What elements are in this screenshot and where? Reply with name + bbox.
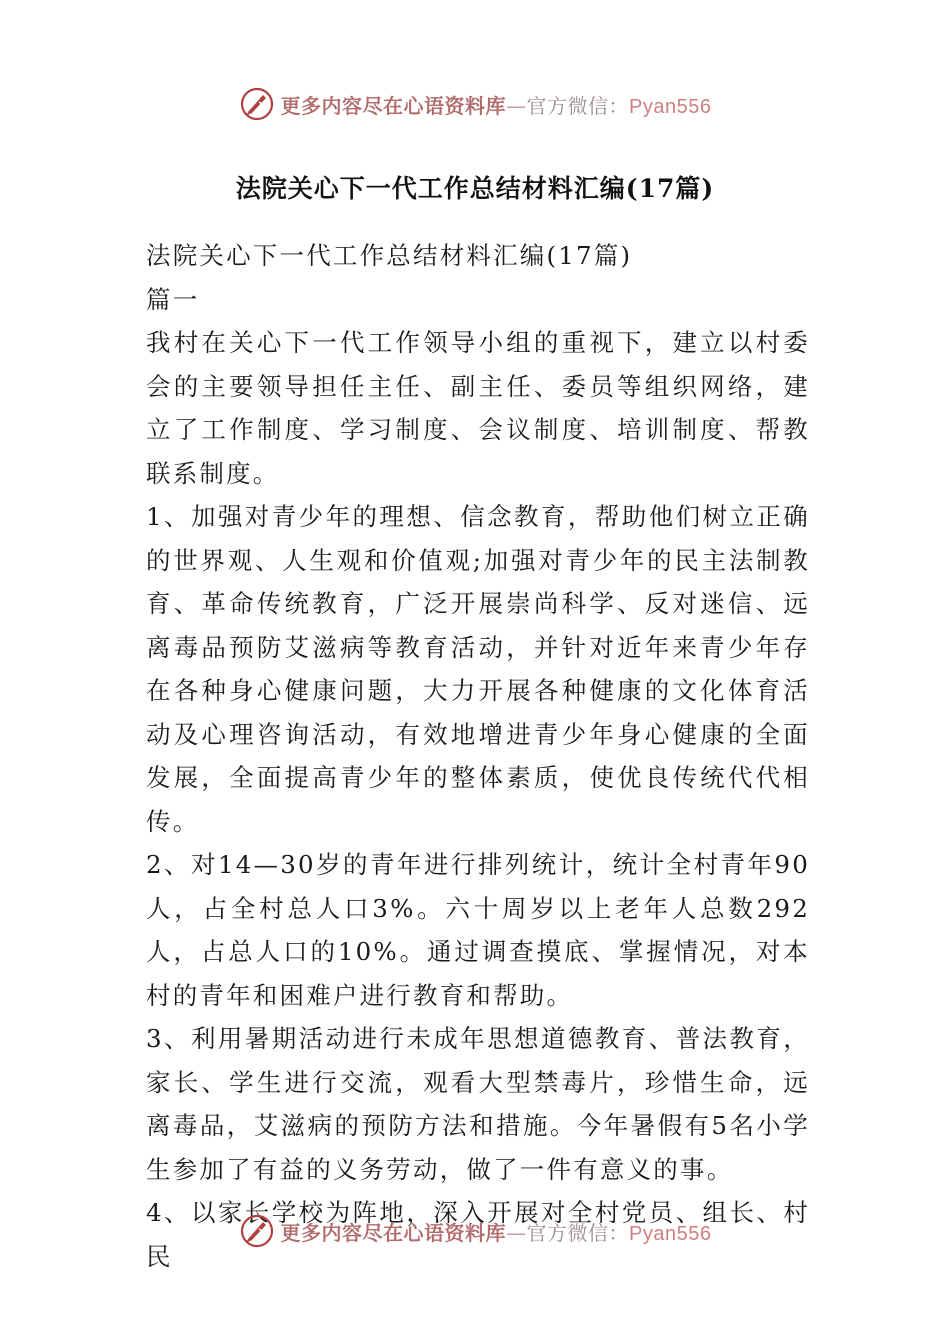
- watermark-wechat-id: Pyan556: [629, 1222, 712, 1245]
- paragraph-intro: 我村在关心下一代工作领导小组的重视下，建立以村委会的主要领导担任主任、副主任、委员等组织网络，建立了工作制度、学习制度、会议制度、培训制度、帮教联系制度。: [146, 328, 810, 488]
- watermark-brand: 更多内容尽在心语资料库: [280, 1220, 507, 1245]
- watermark-wechat-id: Pyan556: [629, 95, 712, 118]
- document-title: 法院关心下一代工作总结材料汇编(17篇): [235, 174, 715, 203]
- paragraph-item-4: 4、以家长学校为阵地，深入开展对全村党员、组长、村民: [146, 1198, 810, 1271]
- paragraph-subtitle: 法院关心下一代工作总结材料汇编(17篇): [146, 241, 633, 270]
- quill-logo-icon: [239, 1213, 275, 1249]
- watermark-text: [281, 1217, 712, 1246]
- document-body: [146, 234, 810, 1278]
- paragraph-item-1: 1、加强对青少年的理想、信念教育，帮助他们树立正确的世界观、人生观和价值观;加强对青少年的民主法制教育、革命传统教育，广泛开展崇尚科学、反对迷信、远离毒品预防艾滋病等教育活动，并针对近年来青少年存在各种身心健康问题，大力开展各种健康的文化体育活动及心理咨询活动，有效地增进青少年身心健康的全面发展，全面提高青少年的整体素质，使优良传统代代相传。: [146, 502, 810, 836]
- footer-watermark-banner: [0, 1211, 950, 1251]
- watermark-text: [281, 90, 712, 119]
- watermark-dash: —: [506, 1220, 527, 1245]
- paragraph-section-heading: 篇一: [146, 284, 200, 314]
- header-watermark-banner: [0, 84, 950, 124]
- quill-logo-icon: [239, 86, 275, 122]
- watermark-brand: 更多内容尽在心语资料库: [280, 93, 507, 118]
- watermark-official: 官方微信：: [526, 93, 630, 118]
- paragraph-item-2: 2、对14—30岁的青年进行排列统计，统计全村青年90人，占全村总人口3%。六十周岁以上老年人总数292人，占总人口的10%。通过调查摸底、掌握情况，对本村的青年和困难户进行教育和帮助。: [146, 850, 810, 1010]
- paragraph-item-3: 3、利用暑期活动进行未成年思想道德教育、普法教育，家长、学生进行交流，观看大型禁毒片，珍惜生命，远离毒品，艾滋病的预防方法和措施。今年暑假有5名小学生参加了有益的义务劳动，做了一件有意义的事。: [146, 1024, 810, 1184]
- watermark-official: 官方微信：: [526, 1220, 630, 1245]
- watermark-dash: —: [506, 93, 527, 118]
